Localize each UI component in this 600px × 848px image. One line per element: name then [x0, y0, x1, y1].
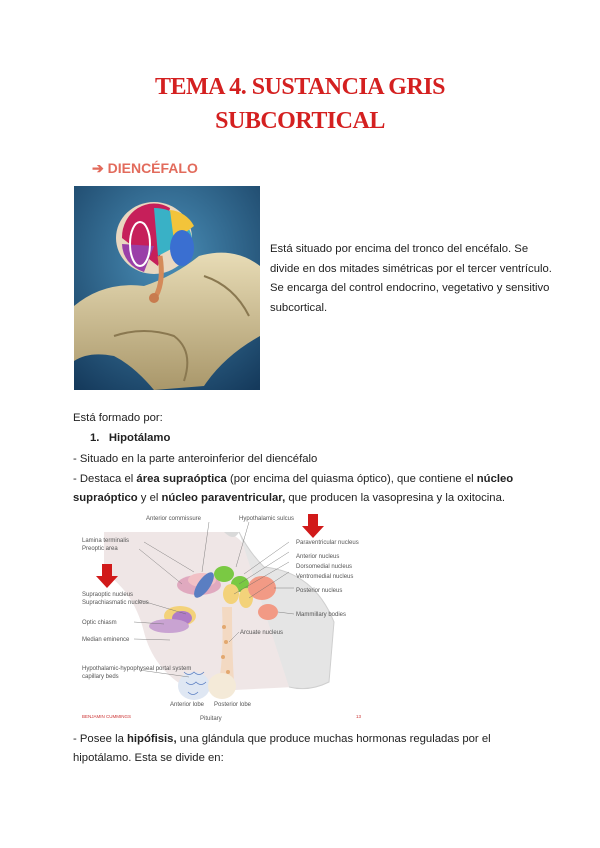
label-anterior-commissure: Anterior commissure — [146, 516, 202, 522]
label-paraventricular-nucleus: Paraventricular nucleus — [296, 540, 359, 546]
bold-term: área supraóptica — [136, 473, 227, 485]
text-span: que producen la vasopresina y la oxitocina. — [285, 492, 506, 504]
label-ventromedial-nucleus: Ventromedial nucleus — [296, 574, 354, 580]
corner-caption-left: BENJAMIN CUMMINGS — [82, 714, 132, 719]
label-supraoptic-nucleus: Supraoptic nucleus — [82, 592, 134, 598]
label-posterior-nucleus: Posterior nucleus — [296, 588, 343, 594]
text-span: - Posee la — [73, 733, 128, 745]
intro-paragraph: Está situado por encima del tronco del encéfalo. Se divide en dos mitades simétricas por el tercer ventrículo. Se encarga del control endocrino, vegetativo y sensitivo subcortical. — [270, 243, 552, 314]
hypothalamus-diagram — [74, 512, 374, 724]
section-heading — [92, 160, 198, 177]
label-dorsomedial-nucleus: Dorsomedial nucleus — [296, 564, 353, 570]
posee-line-1 — [73, 733, 491, 745]
label-preoptic-area: Preoptic area — [82, 546, 118, 552]
destaca-line-1 — [73, 473, 513, 485]
label-arcuate-nucleus: Arcuate nucleus — [240, 630, 284, 636]
bold-term: núcleo paraventricular, — [161, 492, 286, 504]
list-item-hipotalamo — [90, 432, 170, 444]
page-title-line-1: TEMA 4. SUSTANCIA GRIS — [155, 74, 445, 100]
destaca-line-2 — [73, 492, 505, 504]
posee-line-2: hipotálamo. Esta se divide en: — [73, 752, 224, 764]
text-span: (por encima del quiasma óptico), que contiene el — [226, 473, 477, 485]
label-portal-system: Hypothalamic-hypophyseal portal system — [82, 666, 192, 672]
label-posterior-lobe: Posterior lobe — [214, 702, 252, 708]
label-anterior-lobe: Anterior lobe — [170, 702, 205, 708]
text-span: y el — [137, 492, 162, 504]
label-median-eminence: Median eminence — [82, 637, 130, 643]
formed-by-text: Está formado por: — [73, 412, 163, 424]
label-mammillary-bodies: Mammillary bodies — [296, 612, 347, 618]
bold-term: núcleo — [476, 473, 514, 485]
section-heading-label: DIENCÉFALO — [107, 160, 198, 176]
situado-line: - Situado en la parte anteroinferior del diencéfalo — [73, 453, 318, 465]
label-anterior-nucleus: Anterior nucleus — [296, 554, 340, 560]
list-item-number: 1. — [90, 432, 100, 444]
label-capillary-beds: capillary beds — [82, 674, 119, 680]
text-span: una glándula que produce muchas hormonas reguladas por el — [176, 733, 491, 745]
bold-term: supraóptico — [73, 492, 138, 504]
label-hypothalamic-sulcus: Hypothalamic sulcus — [239, 516, 295, 522]
label-lamina-terminalis: Lamina terminalis — [82, 538, 130, 544]
page-title-line-2: SUBCORTICAL — [215, 108, 385, 134]
text-span: - Destaca el — [73, 473, 137, 485]
bold-term: hipófisis, — [127, 733, 177, 745]
corner-caption-right: 13 — [356, 714, 362, 719]
arrow-right-icon: ➔ — [92, 160, 104, 176]
diencephalon-brain-image — [74, 186, 260, 390]
label-suprachiasmatic-nucleus: Suprachiasmatic nucleus — [82, 600, 149, 606]
label-pituitary: Pituitary — [200, 716, 222, 722]
label-optic-chiasm: Optic chiasm — [82, 620, 117, 626]
list-item-label: Hipotálamo — [108, 432, 171, 444]
